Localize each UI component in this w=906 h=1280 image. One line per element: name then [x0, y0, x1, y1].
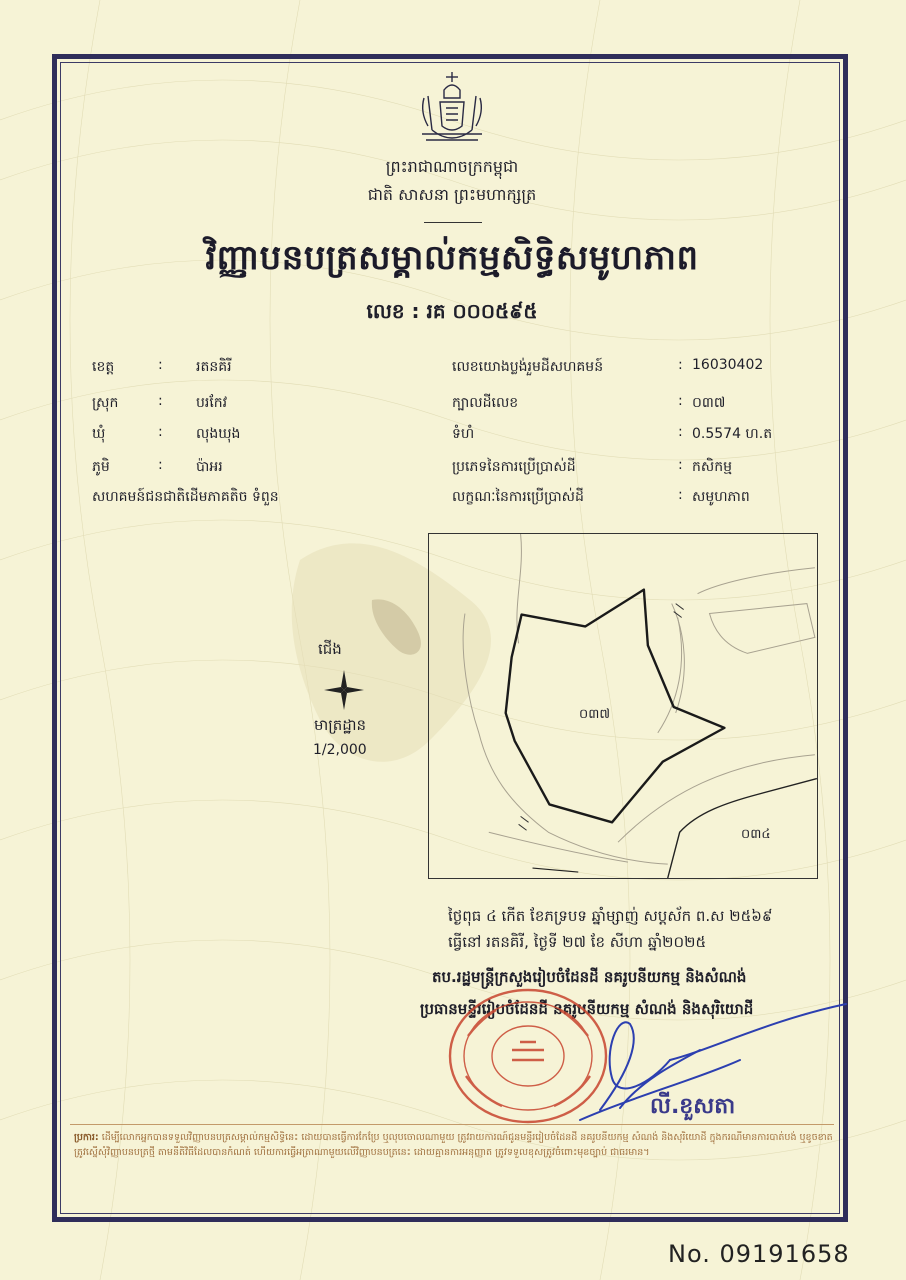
- colon-separator: :: [158, 424, 163, 440]
- colon-separator: :: [678, 393, 683, 409]
- certificate-number: លេខ : រគ ០០០៥៩៥: [366, 299, 538, 323]
- kingdom-name: ព្រះរាជាណាចក្រកម្ពុជា: [385, 157, 519, 176]
- issue-place-date: ធ្វើនៅ រតនគិរី, ថ្ងៃទី ២៧ ខែ សីហា ឆ្នាំ២០២៥: [448, 933, 707, 951]
- issuing-authority-line-2: ប្រធានមន្ទីររៀបចំដែនដី នគរូបនីយកម្ម សំណង់ និងសុរិយោដី: [420, 1000, 754, 1018]
- legal-note: [74, 1130, 836, 1160]
- parcel-number-value: ០៣៧: [692, 395, 726, 411]
- community-plan-ref-label: លេខយោងប្លង់រួមដីសហគមន៍: [452, 359, 604, 375]
- note-divider: [70, 1124, 834, 1125]
- north-label: ជើង: [318, 640, 342, 658]
- area-value: 0.5574 ហ.ត: [692, 426, 773, 442]
- province-value: រតនគិរី: [196, 359, 232, 375]
- area-label: ទំហំ: [452, 426, 475, 442]
- community-name: សហគមន៍ជនជាតិដើមភាគតិច ទំពួន: [92, 489, 279, 505]
- district-value: បរកែវ: [196, 395, 228, 411]
- village-label: ភូមិ: [92, 459, 110, 475]
- note-text: ដើម្បីលោកអ្នកបានទទួលវិញ្ញាបនបត្រសម្គាល់កម្មសិទ្ធិនេះ ដោយបានធ្វើការកែប្រែ ឬលុបចោលណាមួយ ត្រូវរាយការណ៍ជូនមន្ទីររៀបចំដែនដី នគរូបនីយកម្ម សំណង់ និងសុរិយោដី ក្នុងករណីមានការបាត់បង់ ឬខូចខាត ត្រូវស្នើសុំវិញ្ញាបនបត្រថ្មី តាមនីតិវិធីដែលបានកំណត់ ហើយការធ្វើអត្រាណាមួយលើវិញ្ញាបនបត្រនេះ ដោយគ្មានការអនុញ្ញាត ត្រូវទទួលខុសត្រូវចំពោះមុខច្បាប់ ជាធរមាន។: [74, 1132, 833, 1158]
- north-arrow-icon: [322, 668, 366, 712]
- certificate-title: វិញ្ញាបនបត្រសម្គាល់កម្មសិទ្ធិសមូហភាព: [205, 238, 699, 278]
- serial-number: No. 09191658: [668, 1240, 850, 1268]
- header-divider: [424, 222, 482, 223]
- colon-separator: :: [158, 393, 163, 409]
- colon-separator: :: [678, 487, 683, 503]
- district-label: ស្រុក: [92, 395, 119, 411]
- issuing-authority-line-1: តប.រដ្ឋមន្ត្រីក្រសួងរៀបចំដែនដី នគរូបនីយកម្ម និងសំណង់: [432, 968, 747, 986]
- commune-label: ឃុំ: [92, 426, 106, 442]
- signer-name: លី.ខួសតា: [650, 1094, 736, 1119]
- commune-value: លុងឃុង: [196, 426, 241, 442]
- national-motto: ជាតិ សាសនា ព្រះមហាក្សត្រ: [367, 185, 537, 204]
- colon-separator: :: [158, 357, 163, 373]
- parcel-map: [428, 533, 818, 879]
- parcel-number-label: ក្បាលដីលេខ: [452, 395, 519, 411]
- colon-separator: :: [158, 457, 163, 473]
- land-use-nature-value: សមូហភាព: [692, 489, 750, 505]
- colon-separator: :: [678, 357, 683, 373]
- land-use-type-label: ប្រភេទនៃការប្រើប្រាស់ដី: [452, 459, 576, 475]
- colon-separator: :: [678, 457, 683, 473]
- community-plan-ref-value: 16030402: [692, 357, 764, 373]
- scale-label: មាត្រដ្ឋាន: [314, 716, 367, 734]
- parcel-main-label: ០៣៧: [579, 707, 610, 722]
- colon-separator: :: [678, 424, 683, 440]
- parcel-neighbor-label: ០៣៤: [741, 827, 771, 842]
- lunar-date: ថ្ងៃពុធ ៤ កើត ខែភទ្របទ ឆ្នាំម្សាញ់ សប្តស័ក ព.ស ២៥៦៩: [448, 907, 773, 925]
- land-use-type-value: កសិកម្ម: [692, 459, 732, 475]
- village-value: ប៉ាអរ: [196, 459, 223, 475]
- scale-value: 1/2,000: [313, 742, 367, 758]
- royal-coat-of-arms-icon: [410, 68, 494, 152]
- province-label: ខេត្ត: [92, 359, 115, 375]
- note-label: ប្រការ:: [74, 1132, 99, 1143]
- land-use-nature-label: លក្ខណៈនៃការប្រើប្រាស់ដី: [452, 489, 584, 505]
